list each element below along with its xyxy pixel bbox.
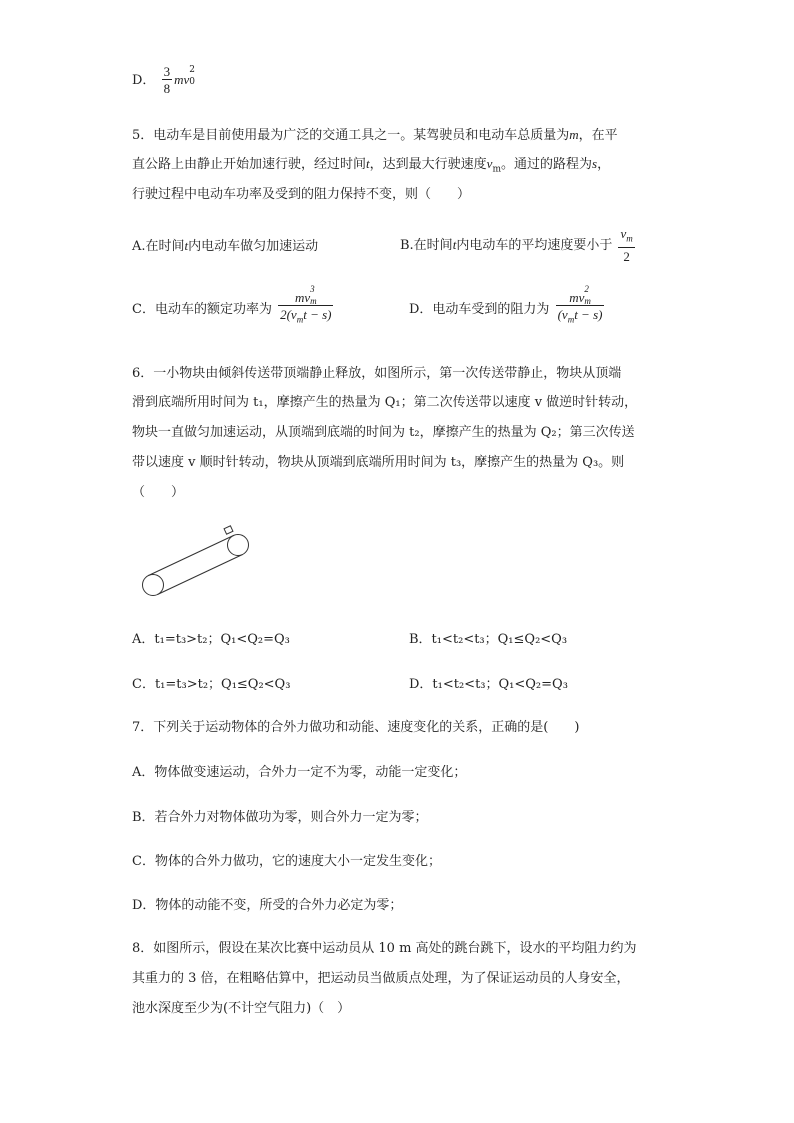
- option-text: 内电动车做匀加速运动: [188, 239, 319, 254]
- q5-var-t: t: [366, 156, 370, 171]
- q7-option-c: C．物体的合外力做功，它的速度大小一定发生变化；: [132, 854, 441, 869]
- q7-option-b: B．若合外力对物体做功为零，则合外力一定为零；: [132, 810, 428, 825]
- q8-stem-line-3: 池水深度至少为(不计空气阻力)（ ）: [132, 1001, 351, 1016]
- subscript: m: [492, 164, 501, 175]
- q5-stem-line-3: 行驶过程中电动车功率及受到的阻力保持不变，则（ ）: [132, 187, 471, 202]
- q5-text: ，达到最大行驶速度: [369, 157, 487, 172]
- option-text: D．电动车受到的阻力为: [409, 301, 550, 317]
- q7-option-d: D．物体的动能不变，所受的合外力必定为零；: [132, 898, 403, 913]
- q4-option-d-fraction: [162, 64, 173, 97]
- subscript: m: [626, 233, 633, 244]
- subscript: m: [310, 296, 317, 306]
- q5-text-end: ，在平: [578, 128, 618, 143]
- fraction-denominator: 2: [618, 247, 634, 265]
- fraction-denominator: [278, 305, 333, 329]
- subscript: m: [296, 314, 304, 325]
- q5-text: 。通过的路程为: [500, 157, 592, 172]
- q6-option-a: A．t₁=t₃>t₂；Q₁<Q₂=Q₃: [132, 632, 290, 647]
- q5-option-d: [409, 284, 606, 329]
- option-text: A.在时间: [132, 239, 185, 254]
- q5-var-m: m: [569, 127, 579, 142]
- option-var: t: [184, 238, 189, 253]
- fraction-denominator: 8: [163, 81, 171, 96]
- num-expr: mv: [569, 290, 585, 305]
- lower-pulley: [143, 575, 164, 596]
- den-expr: (v: [557, 307, 568, 322]
- q7-option-a: A．物体做变速运动，合外力一定不为零，动能一定变化；: [132, 765, 467, 780]
- belt-top: [149, 536, 234, 576]
- num-v: v: [620, 226, 627, 241]
- q5-option-c: [132, 284, 335, 329]
- q6-stem-line-4: 带以速度 v 顺时针转动，物块从顶端到底端所用时间为 t₃，摩擦产生的热量为 Q₃。则: [132, 455, 625, 470]
- q6-option-d: D．t₁<t₂<t₃；Q₁<Q₂=Q₃: [409, 677, 568, 692]
- q6-option-b: B．t₁<t₂<t₃；Q₁≤Q₂<Q₃: [409, 632, 568, 647]
- q5-option-a: [132, 235, 318, 254]
- q4-option-d: [132, 64, 195, 97]
- q8-stem-line-2: 其重力的 3 倍，在粗略估算中，把运动员当做质点处理，为了保证运动员的人身安全，: [132, 971, 630, 986]
- q5-stem-line-2: [132, 153, 610, 175]
- q5-stem-line-1: [132, 124, 618, 143]
- belt-bottom: [158, 555, 243, 595]
- fraction-numerator: [556, 284, 605, 306]
- conveyor-belt-figure: [138, 522, 258, 602]
- subscript: 0: [189, 77, 195, 87]
- option-var: t: [452, 236, 457, 252]
- q8-stem-line-1: 8．如图所示，假设在某次比赛中运动员从 10 m 高处的跳台跳下，设水的平均阻力约为: [132, 941, 637, 956]
- fraction-numerator: 3: [163, 64, 171, 79]
- q6-stem-line-1: 6．一小物块由倾斜传送带顶端静止释放，如图所示，第一次传送带静止，物块从顶端: [132, 366, 622, 381]
- q5-var-s: s: [592, 156, 598, 171]
- upper-pulley: [228, 535, 249, 556]
- superscript: 2: [189, 65, 195, 75]
- num-expr: mv: [294, 290, 311, 305]
- den-expr: t − s): [303, 307, 332, 322]
- fraction-numerator: [278, 284, 333, 306]
- q5-option-c-fraction: [278, 284, 333, 329]
- fraction-numerator: [618, 226, 634, 247]
- q7-stem: 7．下列关于运动物体的合外力做功和动能、速度变化的关系，正确的是( ): [132, 720, 580, 735]
- q5-option-d-fraction: [556, 284, 605, 329]
- subscript: m: [567, 314, 575, 325]
- q5-text: ，: [597, 157, 611, 172]
- q6-option-c: C．t₁=t₃>t₂；Q₁≤Q₂<Q₃: [132, 677, 291, 692]
- option-text: C．电动车的额定功率为: [132, 301, 272, 317]
- block: [224, 526, 233, 534]
- q6-stem-line-2: 滑到底端所用时间为 t₁，摩擦产生的热量为 Q₁；第二次传送带以速度 v 做逆时针转动，: [132, 395, 638, 410]
- q5-text: 直公路上由静止开始加速行驶，经过时间: [132, 157, 367, 172]
- den-expr: t − s): [574, 307, 603, 322]
- superscript: 3: [310, 284, 315, 294]
- q6-stem-line-5: （ ）: [132, 485, 185, 500]
- q4-option-d-label: D．: [132, 73, 156, 88]
- q6-stem-line-3: 物块一直做匀加速运动，从顶端到底端的时间为 t₂，摩擦产生的热量为 Q₂；第三次传送: [132, 425, 635, 440]
- q5-option-b-fraction: [618, 226, 634, 265]
- superscript: 2: [584, 284, 589, 294]
- q5-option-b: [400, 226, 637, 265]
- den-expr: 2(v: [280, 307, 297, 322]
- q4-option-d-expr: mv: [174, 72, 190, 87]
- subscript: m: [584, 296, 591, 306]
- q5-var-v: v: [486, 156, 493, 171]
- option-text: 内电动车的平均速度要小于: [456, 237, 613, 253]
- option-text: B.在时间: [400, 237, 453, 253]
- q5-text: 5．电动车是目前使用最为广泛的交通工具之一。某驾驶员和电动车总质量为: [132, 128, 570, 143]
- fraction-denominator: [556, 305, 605, 329]
